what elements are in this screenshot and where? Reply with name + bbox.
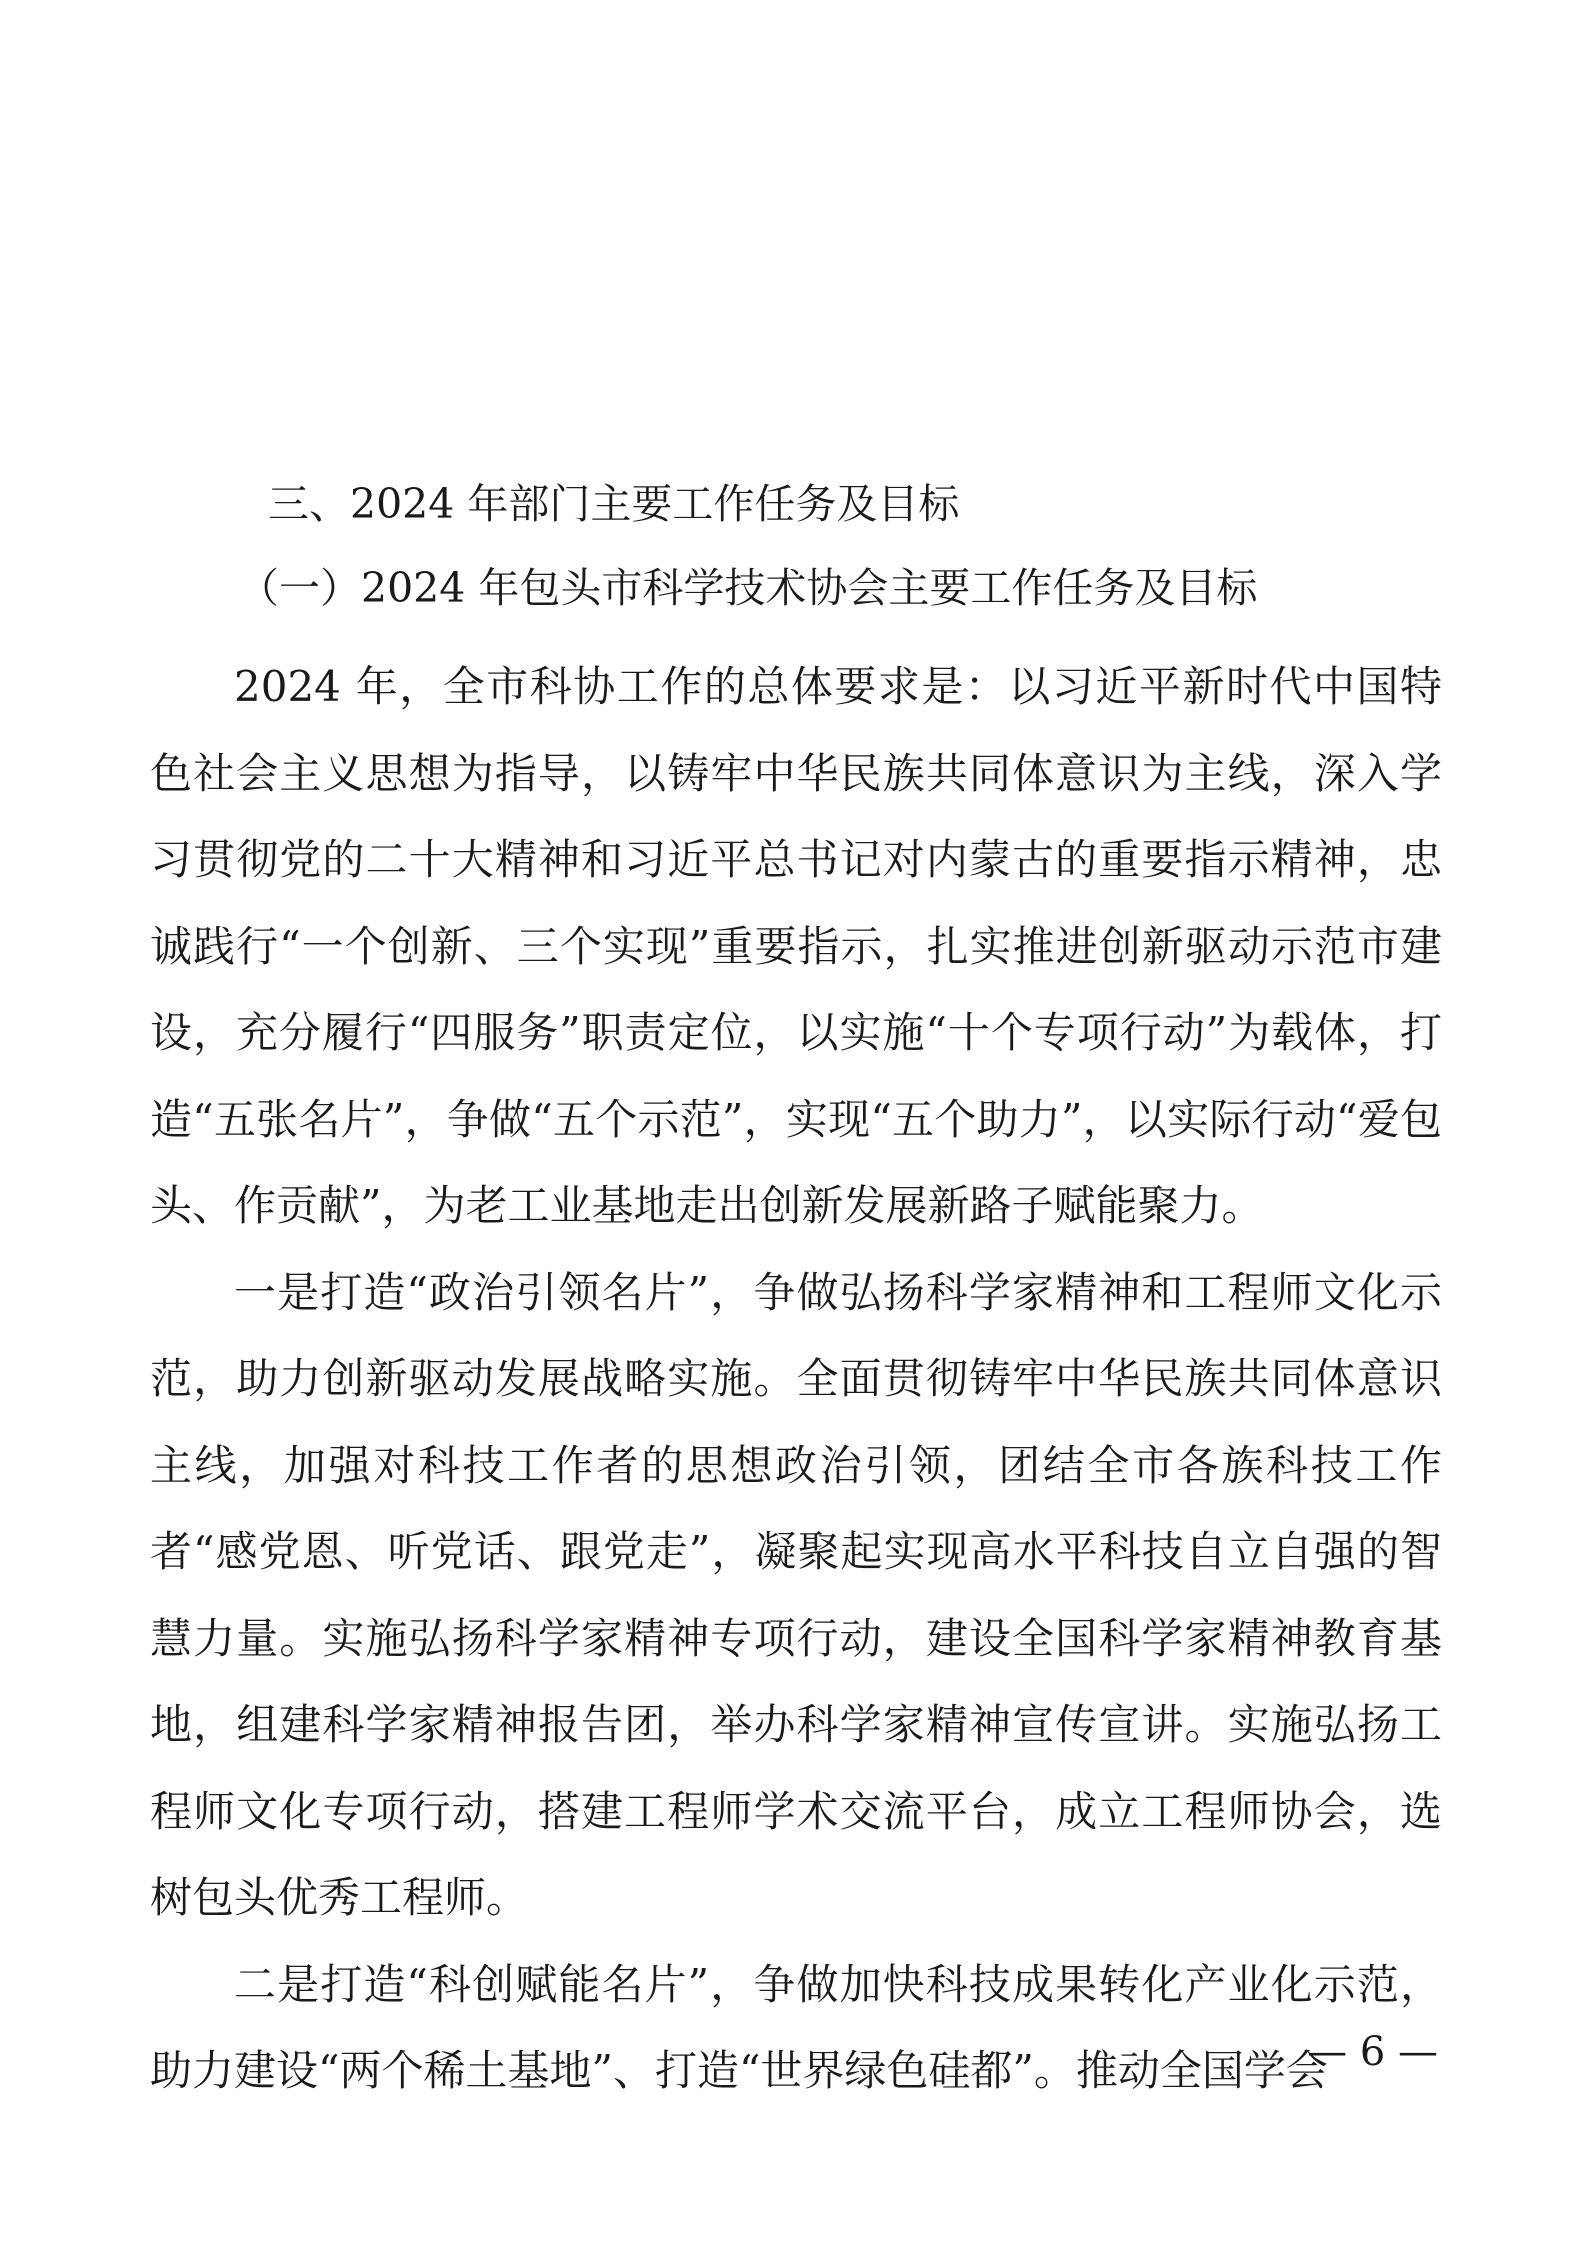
body-text <box>150 644 1442 2115</box>
page-number: — 6 — <box>1307 2029 1438 2075</box>
paragraph-innovation-empowerment: 二是打造“科创赋能名片”，争做加快科技成果转化产业化示范，助力建设“两个稀土基地”、打造“世界绿色硅都”。推动全国学会 <box>150 1959 1442 2095</box>
section-heading: 三、2024 年部门主要工作任务及目标 <box>268 480 960 528</box>
paragraph-overall-requirements: 2024 年，全市科协工作的总体要求是：以习近平新时代中国特色社会主义思想为指导，以铸牢中华民族共同体意识为主线，深入学习贯彻党的二十大精神和习近平总书记对内蒙古的重要指示精神，忠诚践行“一个创新、三个实现”重要指示，扎实推进创新驱动示范市建设，充分履行“四服务”职责定位，以实施“十个专项行动”为载体，打造“五张名片”，争做“五个示范”，实现“五个助力”，以实际行动“爱包头、作贡献”，为老工业基地走出创新发展新路子赋能聚力。 <box>150 662 1442 1230</box>
subsection-heading: （一）2024 年包头市科学技术协会主要工作任务及目标 <box>238 564 1258 612</box>
paragraph-political-guidance: 一是打造“政治引领名片”，争做弘扬科学家精神和工程师文化示范，助力创新驱动发展战略实施。全面贯彻铸牢中华民族共同体意识主线，加强对科技工作者的思想政治引领，团结全市各族科技工作者“感党恩、听党话、跟党走”，凝聚起实现高水平科技自立自强的智慧力量。实施弘扬科学家精神专项行动，建设全国科学家精神教育基地，组建科学家精神报告团，举办科学家精神宣传宣讲。实施弘扬工程师文化专项行动，搭建工程师学术交流平台，成立工程师协会，选树包头优秀工程师。 <box>150 1267 1442 1922</box>
